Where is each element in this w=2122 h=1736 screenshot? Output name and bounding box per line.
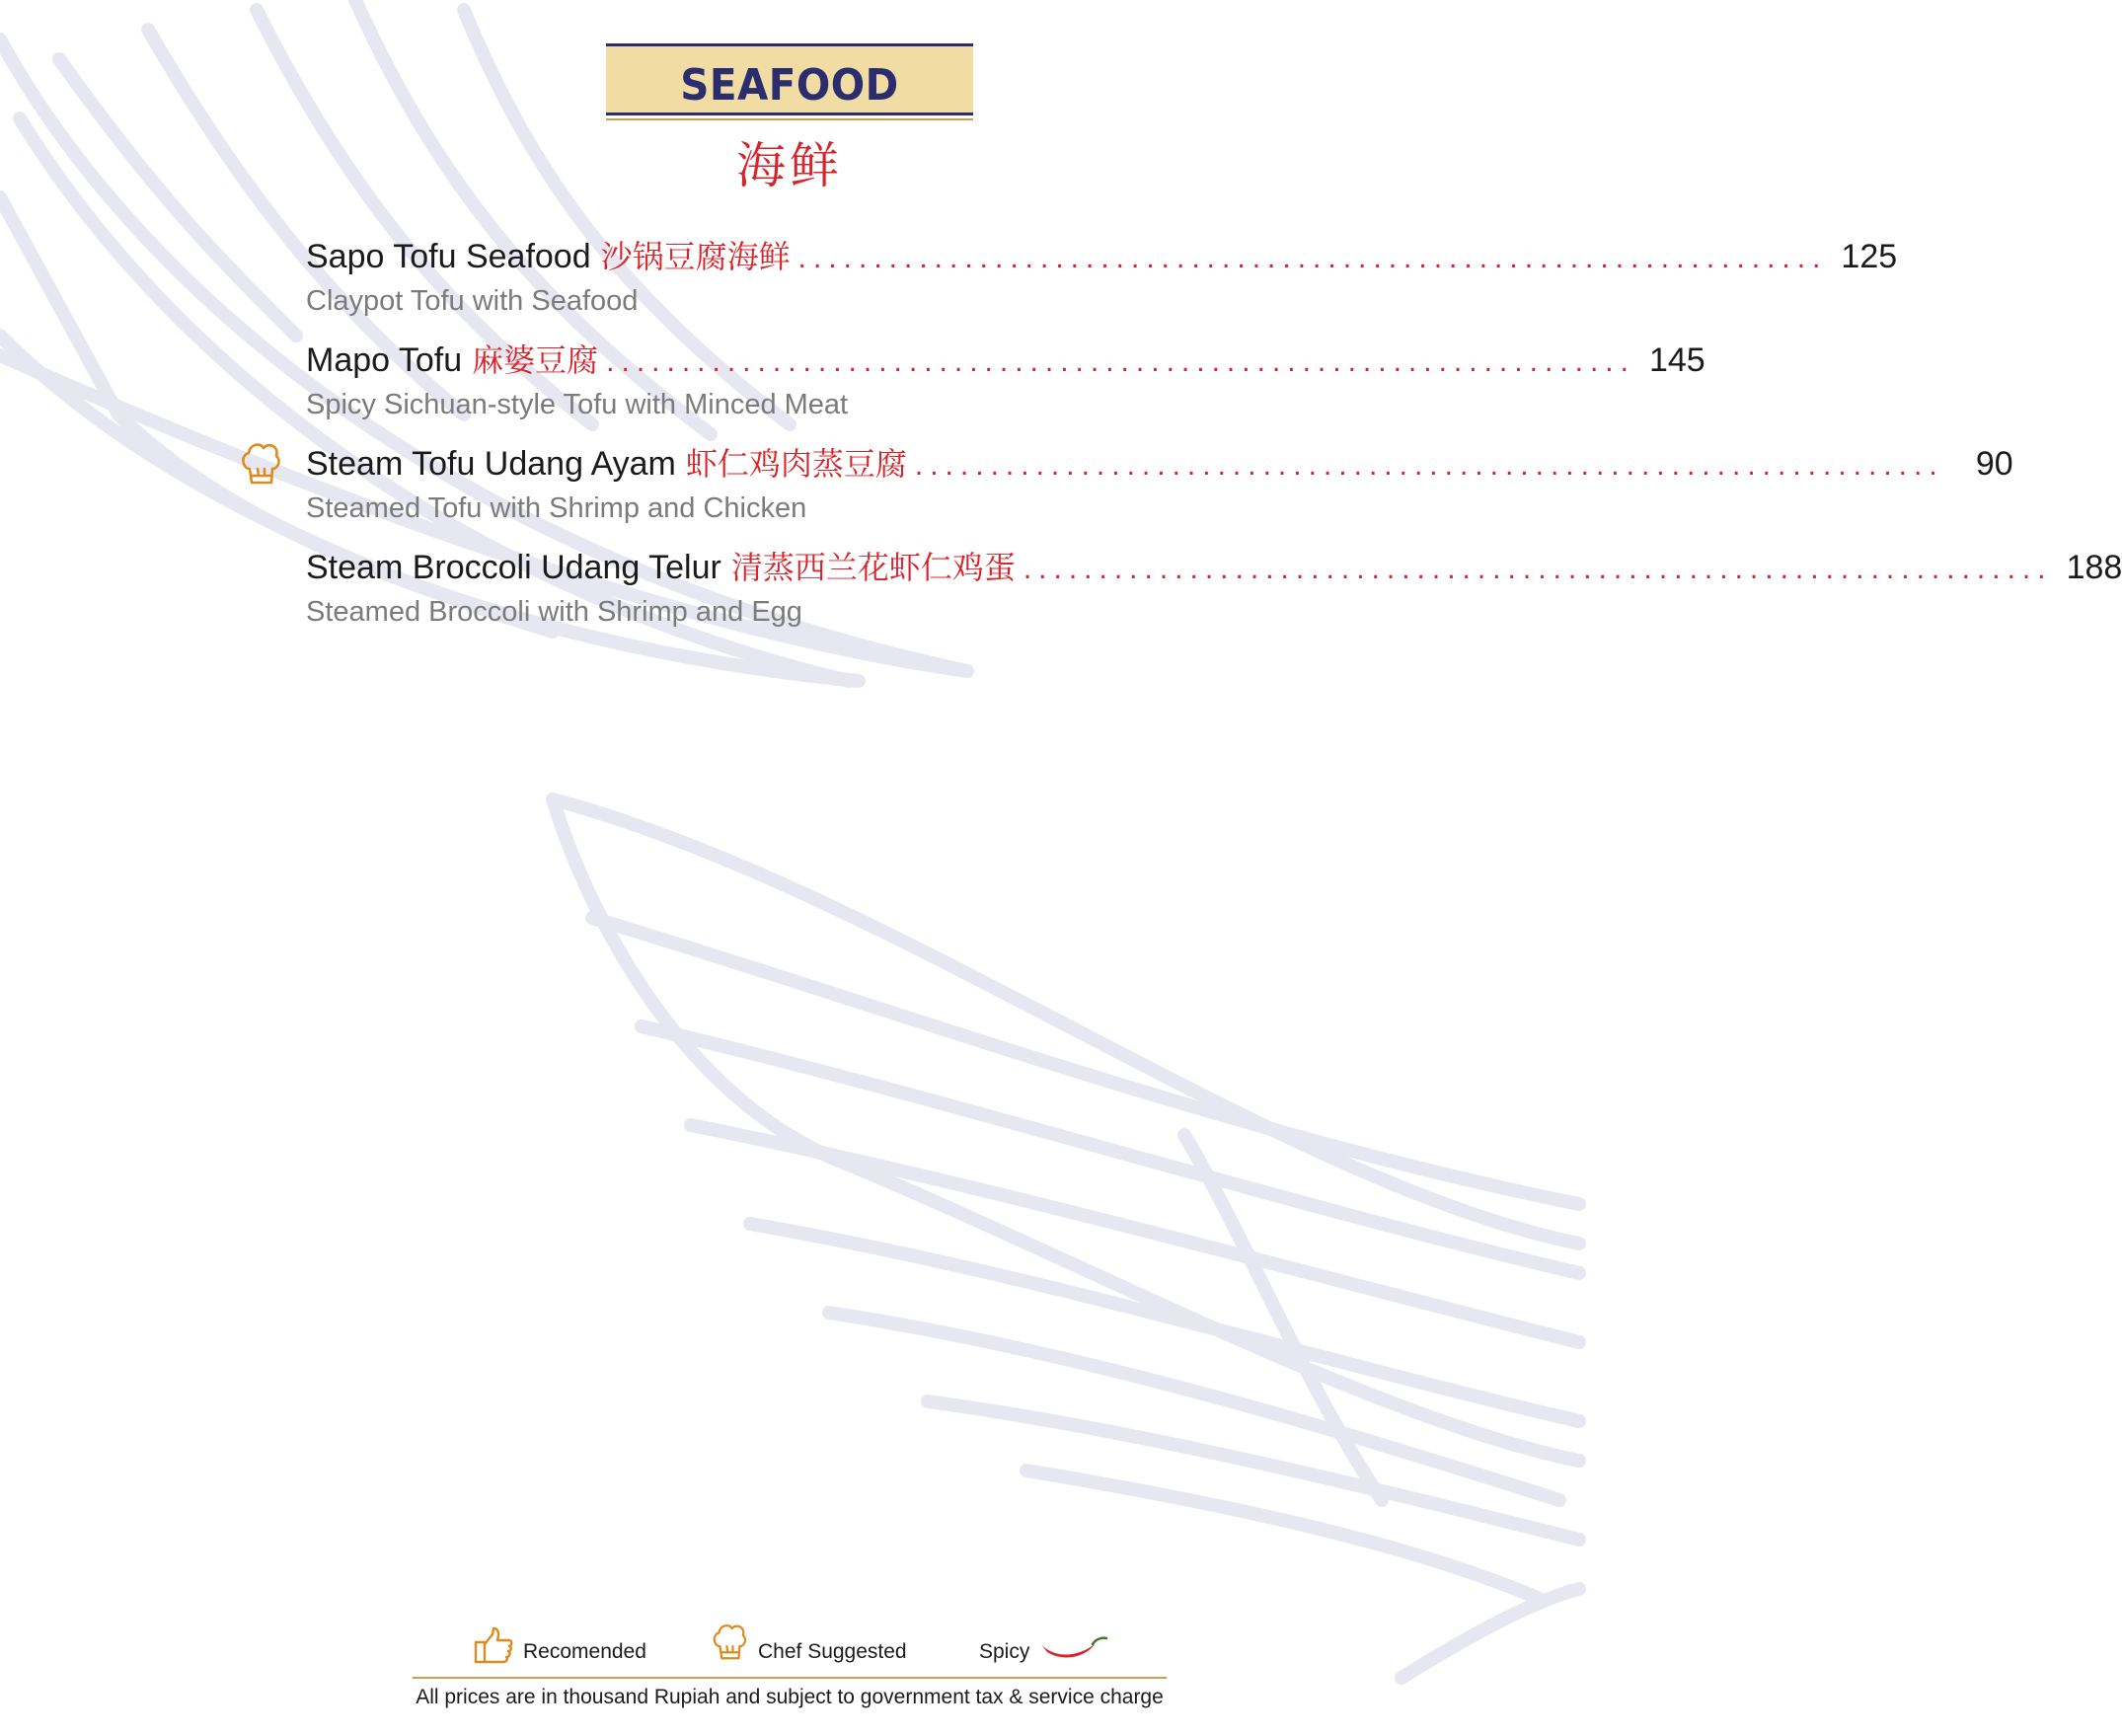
- menu-item: [306, 232, 1898, 336]
- dot-leader: ....................................................................: [914, 449, 1944, 482]
- chili-pepper-icon: [1039, 1634, 1108, 1664]
- legend-spicy-label: Spicy: [979, 1640, 1030, 1663]
- dish-description: Steamed Tofu with Shrimp and Chicken: [306, 492, 807, 524]
- dish-description: Claypot Tofu with Seafood: [306, 285, 639, 317]
- dish-description: Spicy Sichuan-style Tofu with Minced Meat: [306, 389, 849, 420]
- chef-hat-icon: [711, 1619, 748, 1664]
- dish-name-chinese: 虾仁鸡肉蒸豆腐: [685, 445, 907, 483]
- menu-item-row: [306, 232, 1898, 283]
- dish-name: Sapo Tofu Seafood: [306, 238, 591, 275]
- legend-recommended-label: Recomended: [523, 1640, 646, 1663]
- thumbs-up-icon: [474, 1626, 513, 1664]
- menu-item: [306, 336, 1705, 439]
- dish-description: Steamed Broccoli with Shrimp and Egg: [306, 596, 802, 628]
- menu-item: [306, 439, 2013, 543]
- dot-leader: ....................................................................: [1023, 553, 2053, 585]
- menu-item: [306, 543, 2122, 646]
- dot-leader: ....................................................................: [606, 345, 1635, 378]
- legend-spicy: [979, 1634, 1108, 1664]
- dish-name-chinese: 清蒸西兰花虾仁鸡蛋: [730, 549, 1016, 586]
- legend-recommended: [474, 1626, 646, 1664]
- dish-price: 188: [2066, 549, 2122, 586]
- dish-name: Mapo Tofu: [306, 341, 463, 379]
- section-title-chinese: 海鲜: [736, 137, 843, 194]
- legend-chef-suggested: [711, 1619, 907, 1664]
- dish-price: 145: [1648, 341, 1705, 379]
- dish-name: Steam Broccoli Udang Telur: [306, 549, 721, 586]
- dish-name-chinese: 麻婆豆腐: [472, 341, 599, 379]
- dish-price: 125: [1841, 238, 1898, 275]
- menu-item-row: [306, 543, 2122, 594]
- legend-divider: [413, 1677, 1167, 1679]
- menu-list: [306, 232, 2122, 646]
- menu-item-row: [306, 336, 1705, 387]
- chef-hat-icon: [239, 439, 282, 487]
- dish-name: Steam Tofu Udang Ayam: [306, 445, 676, 483]
- menu-item-row: [306, 439, 2013, 491]
- legend: [413, 1619, 1167, 1674]
- price-note: All prices are in thousand Rupiah and subject to government tax & service charge: [416, 1686, 1164, 1708]
- legend-chef-suggested-label: Chef Suggested: [758, 1640, 907, 1663]
- section-title-band: [606, 43, 973, 120]
- dish-name-chinese: 沙锅豆腐海鲜: [600, 238, 791, 275]
- section-title: SEAFOOD: [680, 60, 899, 111]
- dish-price: 90: [1975, 445, 2013, 483]
- dot-leader: ....................................................................: [797, 242, 1828, 274]
